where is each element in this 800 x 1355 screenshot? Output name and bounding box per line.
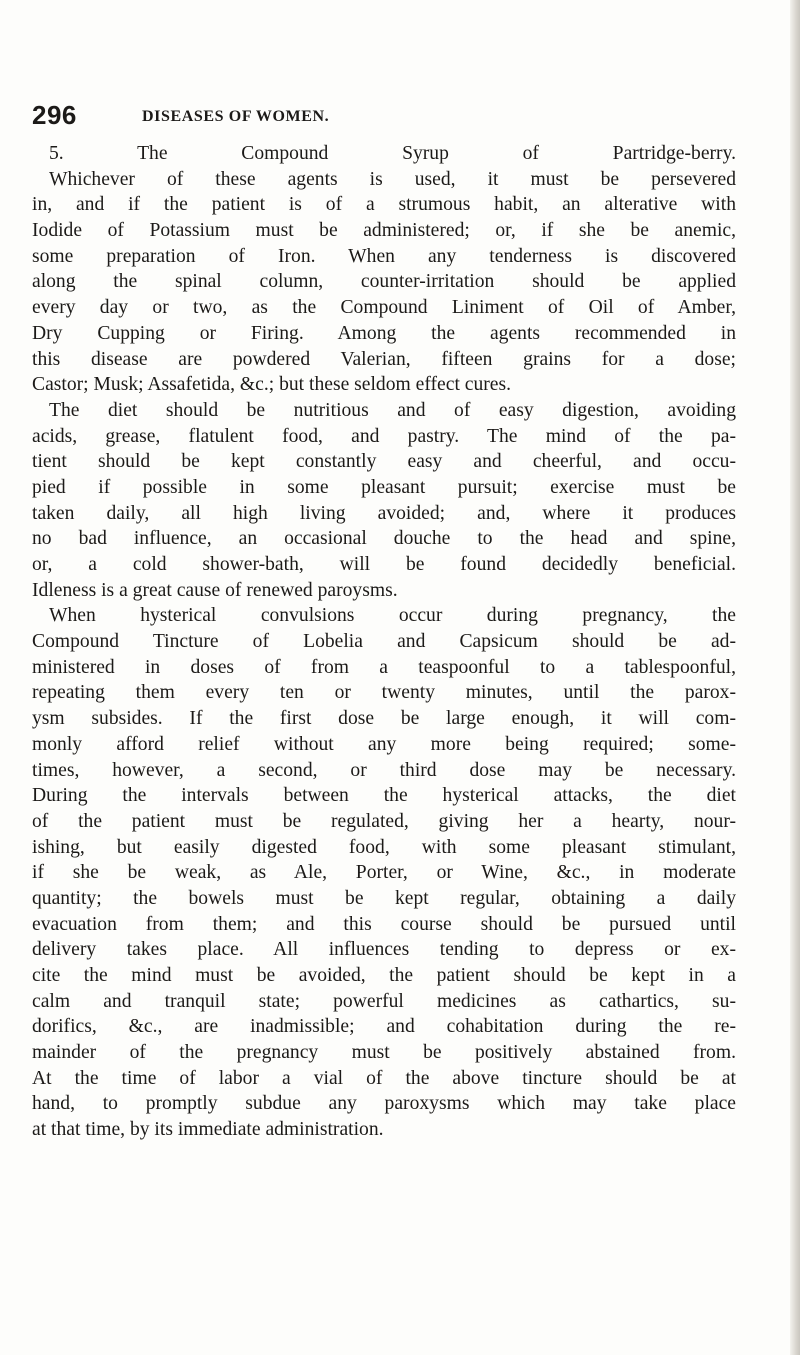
text-line: tient should be kept constantly easy and cheerful, and occu- bbox=[32, 451, 736, 473]
page-edge-shadow bbox=[790, 0, 800, 1355]
text-line: Dry Cupping or Firing. Among the agents recommended in bbox=[32, 322, 736, 344]
text-line: Idleness is a great cause of renewed paroysms. bbox=[32, 579, 398, 601]
text-line: of the patient must be regulated, giving her a hearty, nour- bbox=[32, 810, 736, 832]
text-line: hand, to promptly subdue any paroxysms which may take place bbox=[32, 1093, 736, 1115]
text-line: When hysterical convulsions occur during pregnancy, the bbox=[49, 605, 736, 627]
text-line: some preparation of Iron. When any tenderness is discovered bbox=[32, 245, 736, 267]
text-line: monly afford relief without any more being required; some- bbox=[32, 733, 736, 755]
text-line: Compound Tincture of Lobelia and Capsicum should be ad- bbox=[32, 631, 736, 653]
text-line: The diet should be nutritious and of easy digestion, avoiding bbox=[49, 399, 736, 421]
text-line: Whichever of these agents is used, it must be persevered bbox=[49, 168, 736, 190]
text-line: ishing, but easily digested food, with some pleasant stimulant, bbox=[32, 836, 736, 858]
text-line: Iodide of Potassium must be administered; or, if she be anemic, bbox=[32, 220, 736, 242]
text-line: every day or two, as the Compound Liniment of Oil of Amber, bbox=[32, 297, 736, 319]
text-line: cite the mind must be avoided, the patient should be kept in a bbox=[32, 965, 736, 986]
text-line: at that time, by its immediate administration. bbox=[32, 1119, 384, 1141]
text-line: delivery takes place. All influences tending to depress or ex- bbox=[32, 939, 736, 961]
text-line: this disease are powdered Valerian, fifteen grains for a dose; bbox=[32, 348, 736, 370]
text-line: if she be weak, as Ale, Porter, or Wine, &c., in moderate bbox=[32, 862, 736, 884]
text-line: repeating them every ten or twenty minutes, until the parox- bbox=[32, 682, 736, 704]
text-line: times, however, a second, or third dose may be necessary. bbox=[32, 759, 736, 781]
text-line: mainder of the pregnancy must be positively abstained from. bbox=[32, 1042, 736, 1064]
text-line: evacuation from them; and this course should be pursued until bbox=[32, 913, 736, 935]
page-number: 296 bbox=[32, 100, 77, 130]
text-line: dorifics, &c., are inadmissible; and cohabitation during the re- bbox=[32, 1016, 736, 1038]
body-text bbox=[32, 141, 736, 1143]
text-line: or, a cold shower-bath, will be found decidedly beneficial. bbox=[32, 554, 736, 575]
page-header bbox=[32, 100, 732, 134]
running-title: DISEASES OF WOMEN. bbox=[142, 108, 330, 125]
text-line: 5. The Compound Syrup of Partridge-berry. bbox=[49, 143, 736, 164]
text-line: ysm subsides. If the first dose be large enough, it will com- bbox=[32, 708, 736, 730]
text-line: ministered in doses of from a teaspoonful to a tablespoonful, bbox=[32, 656, 736, 678]
text-line: calm and tranquil state; powerful medicines as cathartics, su- bbox=[32, 990, 736, 1012]
text-line: along the spinal column, counter-irritation should be applied bbox=[32, 271, 736, 293]
text-line: no bad influence, an occasional douche to the head and spine, bbox=[32, 528, 736, 550]
text-line: During the intervals between the hysterical attacks, the diet bbox=[32, 785, 736, 807]
text-line: pied if possible in some pleasant pursuit; exercise must be bbox=[32, 476, 736, 498]
text-line: taken daily, all high living avoided; and, where it produces bbox=[32, 502, 736, 524]
text-line: acids, grease, flatulent food, and pastry. The mind of the pa- bbox=[32, 425, 736, 447]
text-line: in, and if the patient is of a strumous habit, an alterative with bbox=[32, 194, 736, 216]
text-line: quantity; the bowels must be kept regular, obtaining a daily bbox=[32, 887, 736, 909]
text-line: Castor; Musk; Assafetida, &c.; but these seldom effect cures. bbox=[32, 374, 512, 396]
text-line: At the time of labor a vial of the above tincture should be at bbox=[32, 1067, 736, 1089]
